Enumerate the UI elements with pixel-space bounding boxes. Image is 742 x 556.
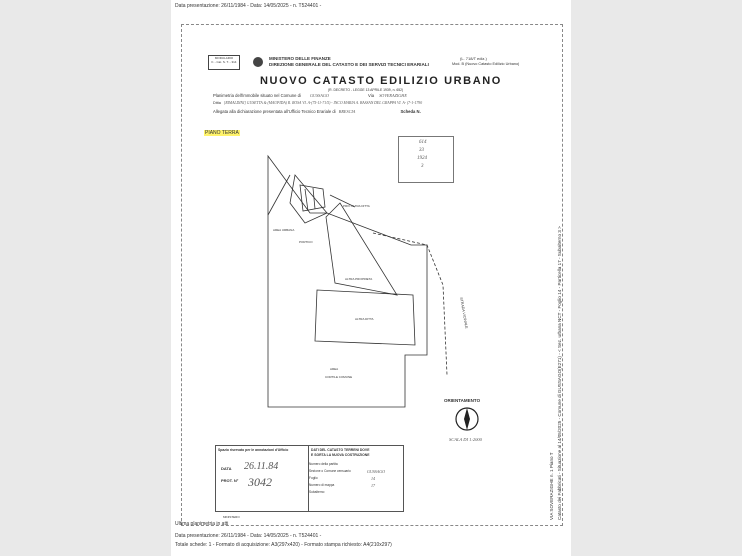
side-text-line-2: VIA SOVERAZIGHE n. 1 Piano T [549, 452, 554, 520]
document-sheet [171, 0, 571, 556]
terreni-title: DATI DEL CATASTO TERRENI DOVE [311, 448, 370, 452]
model-name: Mod. B (Nuovo Catasto Edilizio Urbano) [452, 62, 520, 66]
floor-label [204, 130, 240, 136]
office-annotation-box [215, 445, 309, 512]
road-line [373, 233, 447, 375]
small-rooms [290, 175, 327, 223]
footer-line-2: Data presentazione: 26/11/1984 - Data: 14/05/2025 - n. T524401 - [175, 533, 322, 539]
header-stamp: Data presentazione: 26/11/1984 - Data: 14/05/2025 - n. T524401 - [175, 3, 322, 9]
line1-label: Planimetria dell'immobile situato nel Comune di [213, 93, 301, 98]
floor-plan-drawing [205, 145, 531, 475]
side-text [547, 190, 563, 520]
office-prot-label: PROT. N° [221, 478, 239, 483]
room-label-7: CORTILE COMUNE [325, 375, 353, 379]
terreni-row-1-label: Numero della partita [309, 462, 338, 466]
room-label-1: AREA URBANA [273, 228, 295, 232]
catasto-terreni-box [307, 445, 404, 512]
ref-line-1: 614 [419, 140, 427, 145]
ditta-value: [RIMALDINI] GUSETTA & (MAUPIDA) R. ROSA VI. A-(75-11-71/5) - INCO MARIA A. BASSAN DEL GRAPPA VI. A- (7-1-1790 [223, 101, 423, 105]
terreni-row-5-label: Subalterno [309, 490, 325, 494]
via-label: Via [368, 93, 375, 98]
office-data-label: DATA [221, 466, 232, 471]
decree-label: (R. DECRETO - LEGGE 13 APRILE 1939, n. 652) [328, 88, 404, 92]
room-label-3: PRIV. ALTRA DITTA [343, 204, 370, 208]
comune-value: GUSSAGO [310, 93, 329, 98]
scheda-label: Scheda N. [400, 109, 421, 114]
emblem-icon [253, 57, 263, 67]
bottom-mark: MINISTERO [223, 515, 240, 519]
room-label-6: AREA [330, 367, 339, 371]
form-title: NUOVO CATASTO EDILIZIO URBANO [260, 75, 502, 87]
terreni-row-2-value: GUSSAGO [367, 469, 385, 474]
allegata-label: Allegata alla dichiarazione presentata all'Ufficio Tecnico Erariale di [213, 109, 336, 114]
model-code: (L. 718/T ediz.) [460, 56, 487, 61]
side-text-line-1: Catasto dei Fabbricati - Situazione al 14/05/2025 - Comune di GUSSAGO(E271) - < Sez. urbana NCT - Foglio 14 - Particella 17 - Subalterno 3 > [557, 226, 562, 520]
room-label-4: ALTRA PROPRIETA [345, 277, 373, 281]
office-prot-value: 3042 [248, 475, 272, 489]
line2 [213, 101, 422, 105]
via-value: SOVERAZIGHE [379, 93, 407, 98]
catasto-form [205, 45, 531, 519]
room-label-5: ALTRA DITTA [355, 317, 374, 321]
office-header: Spazio riservato per le annotazioni d'Ufficio [218, 448, 289, 452]
terreni-row-2-label: Sezione o Comune censuario [309, 469, 351, 473]
allegata-value: BRESCIA [338, 109, 356, 114]
floor-label-text: PIANO TERRA [205, 130, 239, 136]
direction-label: DIREZIONE GENERALE DEL CATASTO E DEI SERVIZI TECNICI ERARIALI [269, 62, 429, 67]
orientamento-label: ORIENTAMENTO [444, 398, 481, 403]
scale-label: SCALA DI 1:2000 [449, 437, 482, 442]
ref-line-4: 3 [421, 164, 424, 169]
terreni-row-3-label: Foglio [309, 476, 318, 480]
footer-line-1: Ultima planimetria in atti [175, 521, 229, 527]
terreni-row-4-value: 17 [371, 483, 375, 488]
terreni-title-2: E SORTA LA NUOVA COSTRUZIONE [311, 453, 370, 457]
footer-line-3: Totale schede: 1 - Formato di acquisizione: A3(297x420) - Formato stampa richiesto: A4(210x297) [175, 542, 392, 548]
ref-line-3: 1924 [417, 156, 427, 161]
road-label: STRADA VICINALE [459, 297, 469, 329]
terreni-row-3-value: 14 [371, 476, 375, 481]
ref-line-2: 33 [419, 148, 424, 153]
line3 [213, 109, 421, 114]
compass-icon [453, 405, 481, 433]
office-data-value: 26.11.84 [244, 461, 279, 472]
ministry-label: MINISTERO DELLE FINANZE [269, 56, 331, 61]
model-box: MODULARIO F. - Cat. S. T. - 314 [208, 55, 240, 70]
ditta-label: Ditta [213, 101, 221, 105]
room-label-2: PORTICO [299, 240, 313, 244]
terreni-row-4-label: Numero di mappa [309, 483, 335, 487]
line1 [213, 93, 407, 98]
